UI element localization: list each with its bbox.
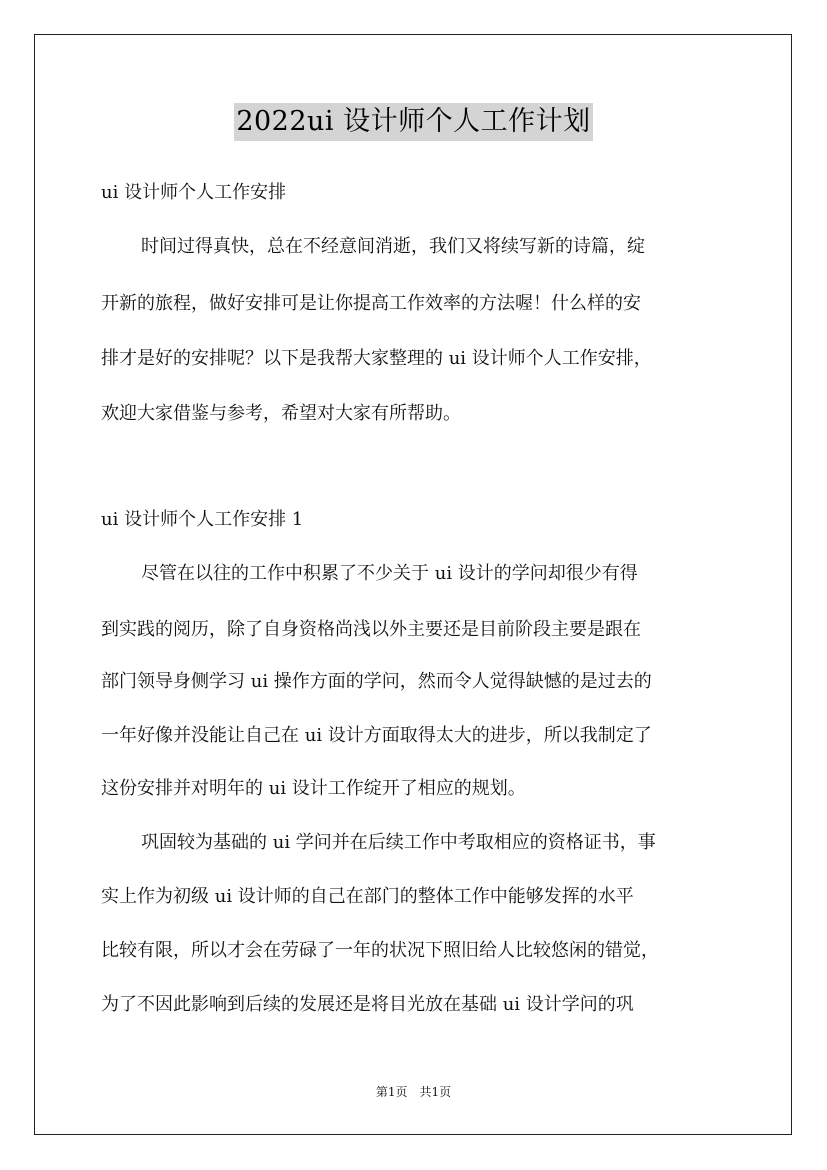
paragraph-line: 比较有限，所以才会在劳碌了一年的状况下照旧给人比较悠闲的错觉， bbox=[101, 940, 659, 961]
paragraph-line: 这份安排并对明年的 ui 设计工作绽开了相应的规划。 bbox=[101, 778, 526, 799]
paragraph-line: 排才是好的安排呢？以下是我帮大家整理的 ui 设计师个人工作安排， bbox=[101, 348, 652, 369]
paragraph-line: 尽管在以往的工作中积累了不少关于 ui 设计的学问却很少有得 bbox=[141, 563, 638, 584]
paragraph-line: 实上作为初级 ui 设计师的自己在部门的整体工作中能够发挥的水平 bbox=[101, 886, 634, 907]
section-heading: ui 设计师个人工作安排 1 bbox=[101, 509, 304, 530]
paragraph-line: 为了不因此影响到后续的发展还是将目光放在基础 ui 设计学问的巩 bbox=[101, 994, 634, 1015]
paragraph-line: 欢迎大家借鉴与参考，希望对大家有所帮助。 bbox=[101, 403, 461, 424]
paragraph-line: 巩固较为基础的 ui 学问并在后续工作中考取相应的资格证书，事 bbox=[141, 832, 656, 853]
paragraph-line: 一年好像并没能让自己在 ui 设计方面取得太大的进步，所以我制定了 bbox=[101, 725, 652, 746]
document-title: 2022ui 设计师个人工作计划 bbox=[234, 103, 592, 141]
page-number: 第1页 共1页 bbox=[375, 1085, 452, 1099]
section-heading: ui 设计师个人工作安排 bbox=[101, 182, 287, 203]
paragraph-line: 时间过得真快，总在不经意间消逝，我们又将续写新的诗篇，绽 bbox=[141, 236, 645, 257]
title-container bbox=[0, 103, 827, 141]
paragraph-line: 部门领导身侧学习 ui 操作方面的学问，然而令人觉得缺憾的是过去的 bbox=[101, 671, 652, 692]
paragraph-line: 到实践的阅历，除了自身资格尚浅以外主要还是目前阶段主要是跟在 bbox=[101, 619, 641, 640]
paragraph-line: 开新的旅程，做好安排可是让你提高工作效率的方法喔！什么样的安 bbox=[101, 293, 641, 314]
